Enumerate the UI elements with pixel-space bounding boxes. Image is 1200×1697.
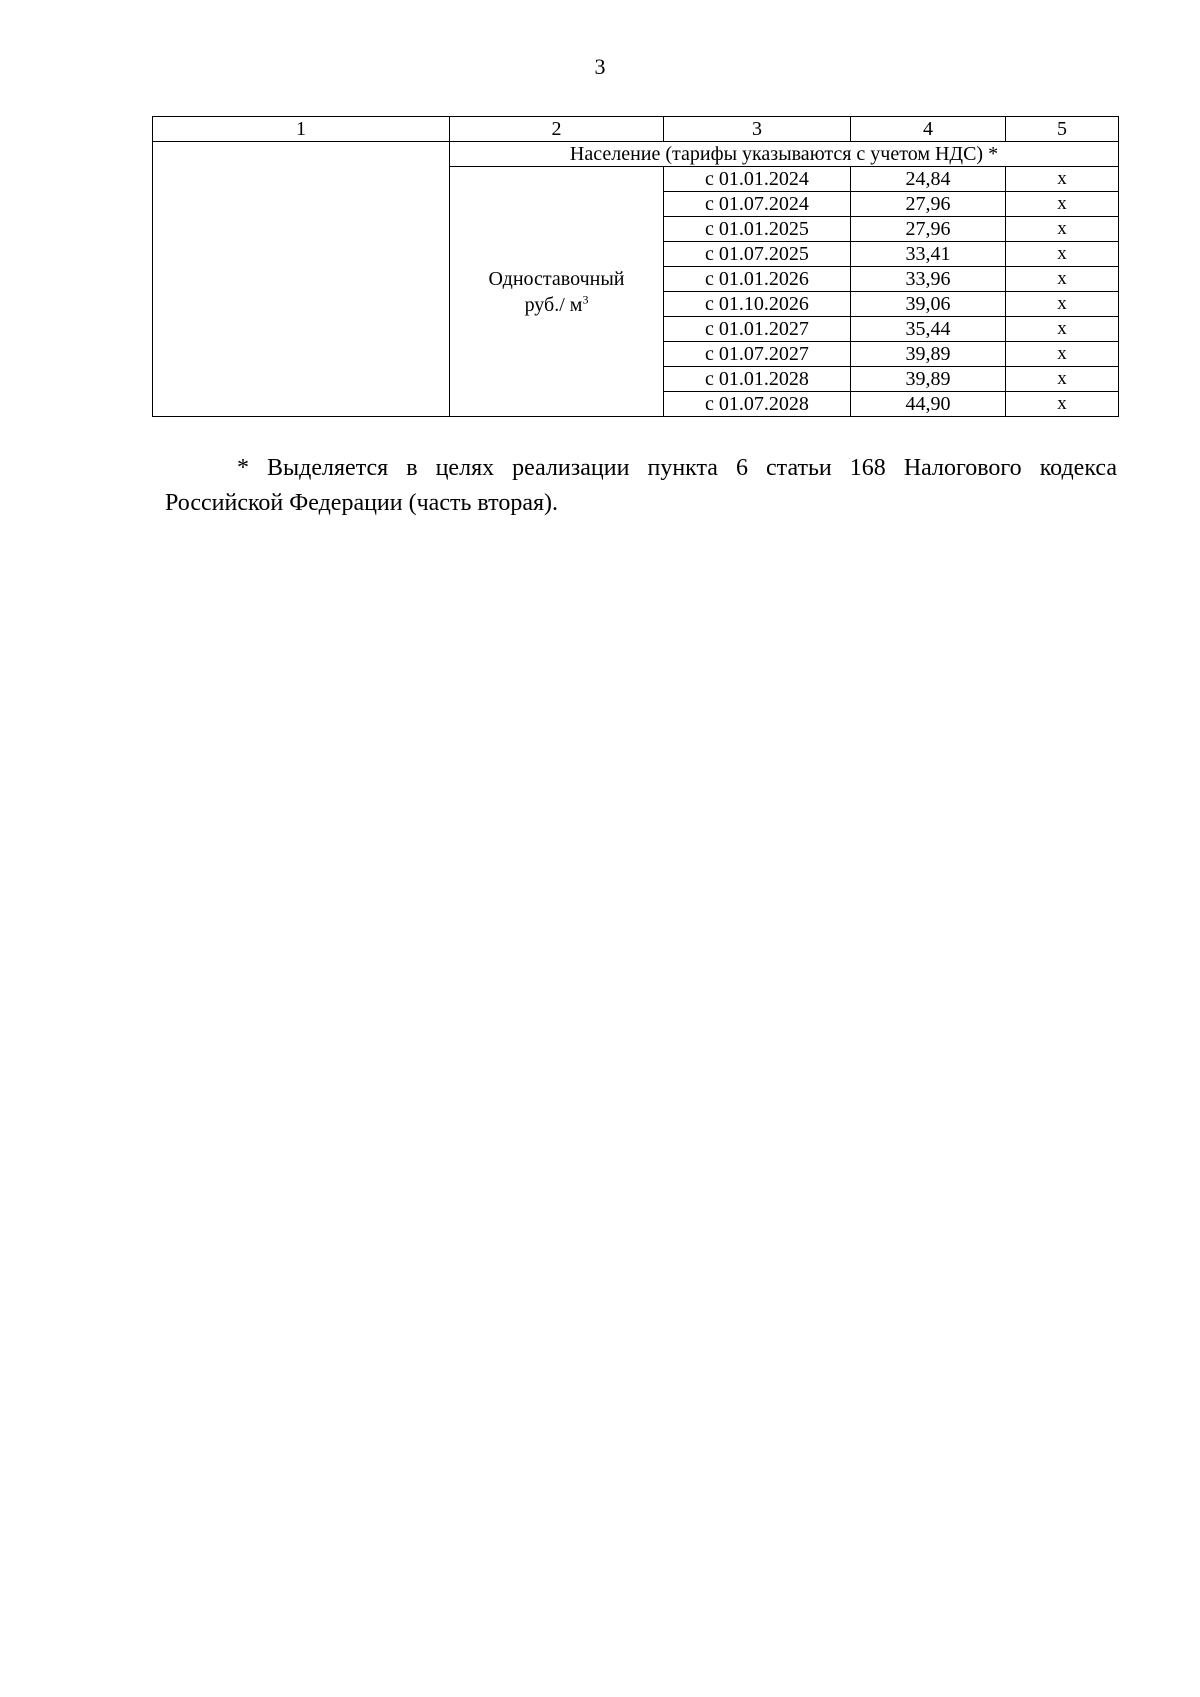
column-number-3: 3: [664, 117, 851, 142]
footnote: * Выделяется в целях реализации пункта 6 статьи 168 Налогового кодекса Российской Федерации (часть вторая).: [165, 455, 1117, 516]
page-number: 3: [594, 54, 606, 79]
date-cell: с 01.01.2026: [664, 267, 851, 292]
date-cell: с 01.01.2025: [664, 217, 851, 242]
value-cell: 27,96: [851, 192, 1006, 217]
value-cell: 27,96: [851, 217, 1006, 242]
col5-cell: х: [1006, 192, 1119, 217]
column-number-4: 4: [851, 117, 1006, 142]
value-cell: 33,96: [851, 267, 1006, 292]
group-header-row: [153, 142, 1119, 167]
value-cell: 24,84: [851, 167, 1006, 192]
col5-cell: х: [1006, 392, 1119, 417]
col5-cell: х: [1006, 317, 1119, 342]
value-cell: 39,89: [851, 367, 1006, 392]
col5-cell: х: [1006, 292, 1119, 317]
column-number-row: [153, 117, 1119, 142]
tariff-unit-superscript: 3: [582, 291, 589, 306]
value-cell: 39,89: [851, 342, 1006, 367]
tariff-type: Одноставочный: [488, 267, 625, 290]
column-number-1: 1: [153, 117, 450, 142]
col5-cell: х: [1006, 267, 1119, 292]
date-cell: с 01.07.2025: [664, 242, 851, 267]
date-cell: с 01.07.2024: [664, 192, 851, 217]
col5-cell: х: [1006, 167, 1119, 192]
tariff-unit: руб./ м: [524, 293, 583, 316]
date-cell: с 01.01.2027: [664, 317, 851, 342]
value-cell: 39,06: [851, 292, 1006, 317]
col5-cell: х: [1006, 217, 1119, 242]
value-cell: 44,90: [851, 392, 1006, 417]
tariff-table: [152, 116, 1119, 417]
column-number-5: 5: [1006, 117, 1119, 142]
date-cell: с 01.07.2028: [664, 392, 851, 417]
col5-cell: х: [1006, 342, 1119, 367]
date-cell: с 01.10.2026: [664, 292, 851, 317]
date-cell: с 01.07.2027: [664, 342, 851, 367]
column-number-2: 2: [450, 117, 664, 142]
empty-first-column-cell: [153, 142, 450, 417]
date-cell: с 01.01.2024: [664, 167, 851, 192]
tariff-type-cell: [450, 167, 664, 417]
col5-cell: х: [1006, 242, 1119, 267]
value-cell: 35,44: [851, 317, 1006, 342]
value-cell: 33,41: [851, 242, 1006, 267]
group-header: Население (тарифы указываются с учетом НДС) *: [450, 142, 1119, 167]
col5-cell: х: [1006, 367, 1119, 392]
date-cell: с 01.01.2028: [664, 367, 851, 392]
